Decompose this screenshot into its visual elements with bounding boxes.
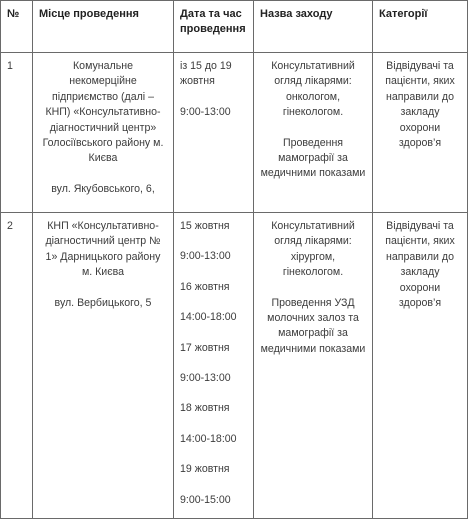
schedule-date: 16 жовтня	[180, 280, 230, 293]
table-row	[1, 53, 468, 213]
schedule-time: 9:00-13:00	[180, 372, 231, 385]
category-text: Відвідувачі та пацієнти, яких направили до закладу охорони здоров’я	[385, 220, 455, 310]
schedule-date: 15 жовтня	[180, 220, 230, 232]
place-address: вул. Вербицького, 5	[54, 296, 152, 309]
event-consultation: Консультативний огляд лікарями: хірургом, гінекологом.	[271, 220, 355, 279]
row-number: 1	[1, 53, 33, 213]
row-event	[254, 53, 373, 213]
header-place: Місце проведення	[33, 1, 174, 53]
schedule-time: 14:00-18:00	[180, 311, 237, 324]
table-row	[1, 213, 468, 519]
table-header-row	[1, 1, 468, 53]
place-name: Комунальне некомерційне підприємство (далі – КНП) «Консультативно-діагностичний центр» Голосіївського району м. Києва	[42, 60, 164, 165]
schedule-date: 17 жовтня	[180, 341, 230, 354]
schedule-time: 9:00-15:00	[180, 493, 231, 506]
event-procedure: Проведення УЗД молочних залоз та мамографії за медичними показами	[260, 296, 366, 355]
schedule-time: 9:00-13:00	[180, 250, 231, 263]
place-address: вул. Якубовського, 6,	[51, 182, 155, 195]
row-place	[33, 213, 174, 519]
event-procedure: Проведення мамографії за медичними показами	[260, 136, 366, 180]
schedule-date: 19 жовтня	[180, 463, 230, 476]
row-category	[373, 53, 468, 213]
date-range: із 15 до 19 жовтня	[180, 60, 232, 88]
row-event	[254, 213, 373, 519]
schedule-date: 18 жовтня	[180, 402, 230, 415]
row-number: 2	[1, 213, 33, 519]
row-datetime	[174, 53, 254, 213]
row-place	[33, 53, 174, 213]
row-category	[373, 213, 468, 519]
header-number: №	[1, 1, 33, 53]
category-text: Відвідувачі та пацієнти, яких направили до закладу охорони здоров’я	[385, 60, 455, 150]
header-datetime: Дата та час проведення	[174, 1, 254, 53]
row-datetime	[174, 213, 254, 519]
place-name: КНП «Консультативно-діагностичний центр № 1» Дарницького району м. Києва	[45, 220, 161, 279]
schedule-time: 14:00-18:00	[180, 432, 237, 445]
header-category: Категорії	[373, 1, 468, 53]
time-range: 9:00-13:00	[180, 105, 231, 118]
event-consultation: Консультативний огляд лікарями: онкологом, гінекологом.	[271, 60, 355, 119]
header-event: Назва заходу	[254, 1, 373, 53]
